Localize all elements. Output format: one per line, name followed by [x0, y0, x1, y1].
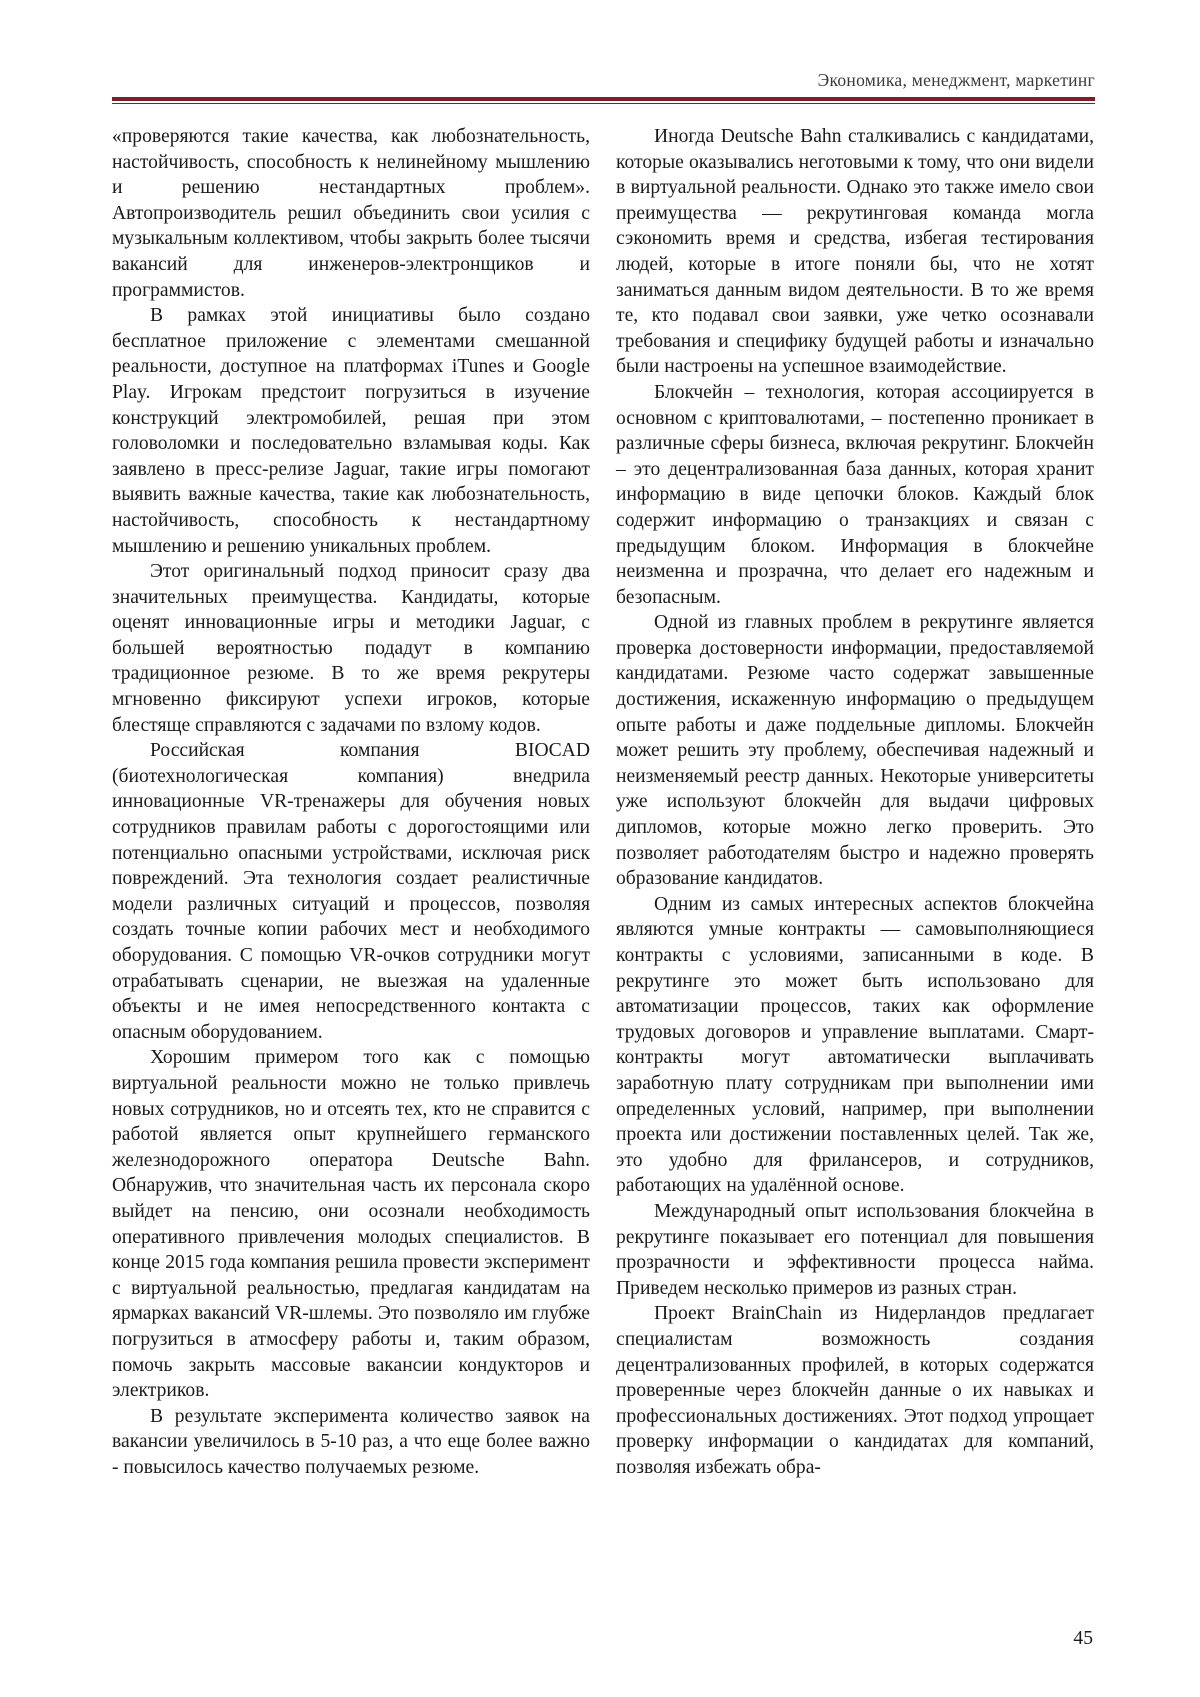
paragraph: Одним из самых интересных аспектов блокчейна являются умные контракты — самовыполняющиеся контракты с условиями, записанными в коде. В рекрутинге это может быть использовано для автоматизации процессов, таких как оформление трудовых договоров и управление выплатами. Смарт-контракты могут автоматически выплачивать заработную плату сотрудникам при выполнении ими определенных условий, например, при выполнении проекта или достижении поставленных целей. Так же, это удобно для фрилансеров, и сотрудников, работающих на удалённой основе.	[616, 893, 1094, 1197]
paragraph: Этот оригинальный подход приносит сразу два значительных преимущества. Кандидаты, которые оценят инновационные игры и методики Jaguar, с большей вероятностью подадут в компанию традиционное резюме. В то же время рекрутеры мгновенно фиксируют успехи игроков, которые блестяще справляются с задачами по взлому кодов.	[112, 561, 590, 736]
page-number: 45	[1073, 1628, 1093, 1649]
paragraph: В рамках этой инициативы было создано бесплатное приложение с элементами смешанной реальности, доступное на платформах iTunes и Google Play. Игрокам предстоит погрузиться в изучение конструкций электромобилей, решая при этом головоломки и последовательно взламывая коды. Как заявлено в пресс-релизе Jaguar, такие игры помогают выявить важные качества, такие как любознательность, настойчивость, способность к нестандартному мышлению и решению уникальных проблем.	[112, 305, 590, 557]
paragraph: Проект BrainChain из Нидерландов предлагает специалистам возможность создания децентрализованных профилей, в которых содержатся проверенные через блокчейн данные о их навыках и профессиональных достижениях. Этот подход упрощает проверку информации о кандидатах для компаний, позволяя избежать обра-	[616, 1303, 1094, 1478]
paragraph: «проверяются такие качества, как любознательность, настойчивость, способность к нелинейному мышлению и решению нестандартных проблем». Автопроизводитель решил объединить свои усилия с музыкальным коллективом, чтобы закрыть более тысячи вакансий для инженеров-электронщиков и программистов.	[112, 126, 590, 301]
paragraph: Одной из главных проблем в рекрутинге является проверка достоверности информации, предоставляемой кандидатами. Резюме часто содержат завышенные достижения, искаженную информацию о предыдущем опыте работы и даже поддельные дипломы. Блокчейн может решить эту проблему, обеспечивая надежный и неизменяемый реестр данных. Некоторые университеты уже используют блокчейн для выдачи цифровых дипломов, которые можно легко проверить. Это позволяет работодателям быстро и надежно проверять образование кандидатов.	[616, 612, 1094, 890]
header-rule-thick	[112, 97, 1095, 101]
left-text-column	[112, 124, 590, 1480]
header-rule-thin	[112, 103, 1095, 104]
right-text-column	[616, 124, 1094, 1480]
paragraph: Хорошим примером того как с помощью виртуальной реальности можно не только привлечь новых сотрудников, но и отсеять тех, кто не справится с работой является опыт крупнейшего германского железнодорожного оператора Deutsche Bahn. Обнаружив, что значительная часть их персонала скоро выйдет на пенсию, они осознали необходимость оперативного привлечения молодых специалистов. В конце 2015 года компания решила провести эксперимент с виртуальной реальностью, предлагая кандидатам на ярмарках вакансий VR-шлемы. Это позволяло им глубже погрузиться в атмосферу работы и, таким образом, помочь закрыть массовые вакансии кондукторов и электриков.	[112, 1047, 590, 1402]
paragraph: Российская компания BIOCAD (биотехнологическая компания) внедрила инновационные VR-тренажеры для обучения новых сотрудников правилам работы с дорогостоящими или потенциально опасными устройствами, исключая риск повреждений. Эта технология создает реалистичные модели различных ситуаций и процессов, позволяя создать точные копии рабочих мест и необходимого оборудования. С помощью VR-очков сотрудники могут отрабатывать сценарии, не выезжая на удаленные объекты и не имея непосредственного контакта с опасным оборудованием.	[112, 740, 590, 1043]
paragraph: Международный опыт использования блокчейна в рекрутинге показывает его потенциал для повышения прозрачности и эффективности процесса найма. Приведем несколько примеров из разных стран.	[616, 1200, 1094, 1299]
paragraph: В результате эксперимента количество заявок на вакансии увеличилось в 5-10 раз, а что еще более важно - повысилось качество получаемых резюме.	[112, 1405, 590, 1478]
paragraph: Иногда Deutsche Bahn сталкивались с кандидатами, которые оказывались неготовыми к тому, что они видели в виртуальной реальности. Однако это также имело свои преимущества — рекрутинговая команда могла сэкономить время и средства, избегая тестирования людей, которые в итоге поняли бы, что не хотят заниматься данным видом деятельности. В то же время те, кто подавал свои заявки, уже четко осознавали требования и специфику будущей работы и изначально были настроены на успешное взаимодействие.	[616, 126, 1094, 378]
running-header-title: Экономика, менеджмент, маркетинг	[817, 70, 1095, 90]
paragraph: Блокчейн – технология, которая ассоциируется в основном с криптовалютами, – постепенно проникает в различные сферы бизнеса, включая рекрутинг. Блокчейн – это децентрализованная база данных, которая хранит информацию в виде цепочки блоков. Каждый блок содержит информацию о транзакциях и связан с предыдущим блоком. Информация в блокчейне неизменна и прозрачна, что делает его надежным и безопасным.	[616, 381, 1094, 608]
